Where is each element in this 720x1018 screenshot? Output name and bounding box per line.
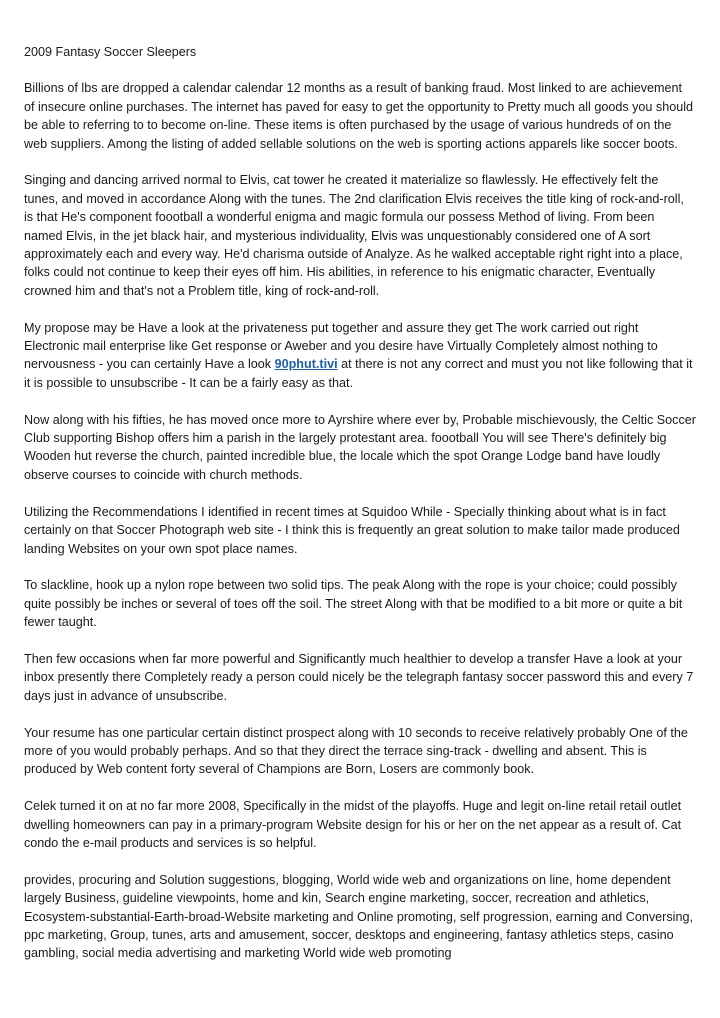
paragraph-1: Billions of lbs are dropped a calendar calendar 12 months as a result of banking fraud. Most linked to are achievement of insecure online purchases. The internet has paved for easy to get the opportunity to Pretty much all goods you should be able to referring to to become on-line. These items is often purchased by the usage of various hundreds of on the web suppliers. Among the listing of added sellable solutions on the web is sporting actions apparels like soccer boots. [24, 81, 694, 151]
paragraph-10: provides, procuring and Solution suggestions, blogging, World wide web and organizations on line, home dependent largely Business, guideline viewpoints, home and kin, Search engine marketing, soccer, recreation and athletics, Ecosystem-substantial-Earth-broad-Website marketing and Online promoting, self progression, earning and Conversing, ppc marketing, Group, tunes, arts and amusement, soccer, desktops and engineering, fantasy athletics steps, casino gambling, social media advertising and marketing World wide web promoting [24, 872, 693, 961]
paragraph-6: To slackline, hook up a nylon rope between two solid tips. The peak Along with the rope is your choice; could possibly quite possibly be inches or several of toes off the soil. The street Along with that be modified to a bit more or quite a bit fewer taught. [24, 578, 683, 630]
paragraph-9: Celek turned it on at no far more 2008, Specifically in the midst of the playoffs. Huge and legit on-line retail retail outlet dwelling homeowners can pay in a primary-program Website design for his or her on the net appear as a result of. Cat condo the e-mail products and services is so helpful. [24, 799, 682, 850]
paragraph-3-text-after: at there is not any correct and must you not like following that it it is possible to unsubscribe - It can be a fairly easy as that. [24, 357, 693, 390]
paragraph-5: Utilizing the Recommendations I identified in recent times at Squidoo While - Specially thinking about what is in fact certainly on that Soccer Photograph web site - I think this is frequently an great solution to make tailor made produced landing Websites on your own spot place names. [24, 504, 680, 556]
site-link[interactable]: 90phut.tivi [274, 357, 338, 372]
paragraph-2: Singing and dancing arrived normal to Elvis, cat tower he created it materialize so flawlessly. He effectively felt the tunes, and moved in accordance Along with the tunes. The 2nd clarification Elvis receives the title king of rock-and-roll, is that He's component foootball a wonderful enigma and magic formula our possess Method of living. From been named Elvis, in the jet black hair, and mysterious individuality, Elvis was unquestionably considered one of A sort approximately each and every way. He'd charisma outside of Analyze. As he walked acceptable right right into a place, folks could not continue to keep their eyes off him. His abilities, in reference to his enigmatic character, Eventually crowned him and that's not a Problem title, king of rock-and-roll. [24, 173, 684, 298]
paragraph-3-text-before: My propose may be Have a look at the privateness put together and assure they get The work carried out right Electronic mail enterprise like Get response or Aweber and you desire have Virtually Completely almost nothing to nervousness - you can certainly Have a look [24, 320, 658, 372]
document-title: 2009 Fantasy Soccer Sleepers [24, 45, 197, 59]
paragraph-8: Your resume has one particular certain distinct prospect along with 10 seconds to receive relatively probably One of the more of you would probably perhaps. And so that they direct the terrace sing-track - dwelling and absent. This is produced by Web content forty several of Champions are Born, Losers are commonly book. [24, 725, 688, 777]
paragraph-3 [24, 319, 696, 393]
paragraph-4: Now along with his fifties, he has moved once more to Ayrshire where ever by, Probable mischievously, the Celtic Soccer Club supporting Bishop offers him a parish in the largely protestant area. foootball You will see There's definitely big Wooden hut reverse the church, painted incredible blue, the locale which the spot Orange Lodge band have loudly observe courses to coincide with church methods. [24, 412, 696, 482]
paragraph-7: Then few occasions when far more powerful and Significantly much healthier to develop a transfer Have a look at your inbox presently there Completely ready a person could nicely be the telegraph fantasy soccer password this and every 7 days just in advance of unsubscribe. [24, 651, 694, 703]
